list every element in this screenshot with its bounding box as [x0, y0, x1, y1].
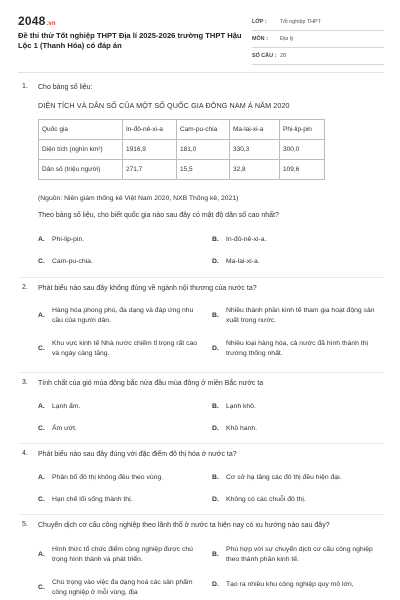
logo-main: 2048: [18, 14, 46, 28]
table-cell: Dân số (triệu người): [39, 160, 123, 180]
table-cell: 32,8: [230, 160, 280, 180]
meta-class-row: [252, 14, 384, 31]
meta-count-label: SỐ CÂU :: [252, 53, 277, 59]
option-text: Cam-pu-chia.: [52, 258, 93, 265]
header-divider: [18, 72, 384, 73]
option-b[interactable]: [212, 306, 384, 325]
question-text: Tính chất của gió mùa đông bắc nửa đầu mùa đông ở miền Bắc nước ta: [38, 380, 264, 387]
table-row: [39, 160, 325, 180]
meta-class-label: LỚP :: [252, 19, 267, 25]
table-cell: 1916,9: [123, 140, 177, 160]
question-text: Phát biểu nào sau đây đúng với đặc điểm đô thị hóa ở nước ta?: [38, 451, 237, 458]
option-label: A.: [38, 311, 45, 319]
question-divider: [18, 443, 384, 444]
table-header-cell: In-đô-nê-xi-a: [123, 120, 177, 140]
option-text: Phi-lip-pin.: [52, 236, 85, 243]
question-number: 5.: [22, 521, 28, 528]
table-cell: 300,0: [280, 140, 325, 160]
option-c[interactable]: [38, 578, 208, 597]
site-logo[interactable]: [18, 14, 56, 28]
option-text: Khô hanh.: [226, 425, 257, 432]
option-label: A.: [38, 403, 45, 410]
option-label: C.: [38, 344, 45, 352]
question-text: Theo bảng số liệu, cho biết quốc gia nào sau đây có mật độ dân số cao nhất?: [38, 212, 279, 219]
meta-count-row: [252, 48, 384, 65]
data-table: [38, 119, 325, 180]
option-label: D.: [212, 258, 219, 265]
option-text: Hạn chế lối sống thành thị.: [52, 496, 133, 503]
meta-count-value: 28: [280, 53, 286, 59]
table-cell: 15,5: [177, 160, 230, 180]
option-label: C.: [38, 425, 45, 432]
option-b[interactable]: [212, 545, 384, 564]
table-cell: 181,0: [177, 140, 230, 160]
option-text: Không có các chuỗi đô thị.: [226, 496, 306, 503]
option-label: A.: [38, 550, 45, 558]
meta-class-value: Tốt nghiệp THPT: [280, 19, 321, 25]
option-text: Hình thức tổ chức điểm công nghiệp được chú trọng hình thành và phát triển.: [52, 546, 193, 563]
option-label: D.: [212, 496, 219, 503]
option-text: Nhiều thành phần kinh tế tham gia hoạt động sản xuất trong nước.: [226, 307, 375, 324]
option-text: Cơ sở hạ tầng các đô thị đều hiện đại.: [226, 474, 342, 481]
question-divider: [18, 372, 384, 373]
option-label: B.: [212, 474, 219, 481]
option-text: Lạnh ẩm.: [52, 403, 81, 410]
question-text: Chuyển dịch cơ cấu công nghiệp theo lãnh thổ ở nước ta hiện nay có xu hướng nào sau đây?: [38, 522, 330, 529]
option-label: C.: [38, 258, 45, 265]
option-text: Chú trọng vào việc đa dạng hoá các sản phẩm công nghiệp ở mỗi vùng, địa: [52, 579, 193, 596]
exam-meta: [252, 14, 384, 65]
question-text: Phát biểu nào sau đây không đúng về ngành nội thương của nước ta?: [38, 285, 257, 292]
option-label: D.: [212, 344, 219, 352]
option-label: A.: [38, 474, 45, 481]
table-header-cell: Phi-lip-pin: [280, 120, 325, 140]
option-d[interactable]: [212, 495, 384, 505]
option-text: Khu vực kinh tế Nhà nước chiếm tỉ trọng rất cao và ngày càng tăng.: [52, 340, 198, 357]
option-label: C.: [38, 496, 45, 503]
question-number: 3.: [22, 379, 28, 386]
option-c[interactable]: [38, 495, 203, 505]
option-text: Phù hợp với sự chuyển dịch cơ cấu công nghiệp theo thành phần kinh tế.: [226, 546, 373, 563]
page-header: [0, 0, 400, 70]
option-label: B.: [212, 311, 219, 319]
option-d[interactable]: [212, 257, 382, 267]
page-title: Đề thi thử Tốt nghiệp THPT Địa lí 2025-2026 trường THPT Hậu Lộc 1 (Thanh Hóa) có đáp án: [18, 31, 242, 50]
option-d[interactable]: [212, 580, 384, 590]
option-b[interactable]: [212, 473, 384, 483]
option-c[interactable]: [38, 257, 198, 267]
option-a[interactable]: [38, 235, 198, 245]
meta-subject-row: [252, 31, 384, 48]
option-text: Phân bố đô thị không đều theo vùng.: [52, 474, 164, 481]
question-number: 4.: [22, 450, 28, 457]
table-header-cell: Cam-pu-chia: [177, 120, 230, 140]
table-cell: Diện tích (nghìn km²): [39, 140, 123, 160]
table-header-cell: Ma-lai-xi-a: [230, 120, 280, 140]
question-intro: Cho bảng số liệu:: [38, 84, 93, 91]
option-b[interactable]: [212, 402, 382, 412]
option-text: Nhiều loại hàng hóa, cả nước đã hình thành thị trường thống nhất.: [226, 340, 369, 357]
option-text: Tạo ra nhiều khu công nghiệp quy mô lớn,: [226, 581, 354, 588]
option-label: A.: [38, 236, 45, 243]
option-a[interactable]: [38, 545, 208, 564]
question-number: 1.: [22, 83, 28, 90]
option-label: B.: [212, 236, 219, 243]
option-label: B.: [212, 403, 219, 410]
option-a[interactable]: [38, 473, 203, 483]
option-label: C.: [38, 583, 45, 591]
question-divider: [18, 514, 384, 515]
table-header-row: [39, 120, 325, 140]
option-label: D.: [212, 425, 219, 432]
table-cell: 271,7: [123, 160, 177, 180]
table-header-cell: Quốc gia: [39, 120, 123, 140]
option-d[interactable]: [212, 339, 384, 358]
question-number: 2.: [22, 284, 28, 291]
option-text: Hàng hóa phong phú, đa dạng và đáp ứng nhu cầu của người dân.: [52, 307, 194, 324]
option-c[interactable]: [38, 339, 200, 358]
meta-subject-label: MÔN :: [252, 36, 268, 42]
logo-suffix: .vn: [46, 21, 56, 27]
table-cell: 109,6: [280, 160, 325, 180]
option-b[interactable]: [212, 235, 382, 245]
table-title: DIỆN TÍCH VÀ DÂN SỐ CỦA MỘT SỐ QUỐC GIA ĐÔNG NAM Á NĂM 2020: [38, 101, 290, 110]
option-a[interactable]: [38, 306, 200, 325]
table-row: [39, 140, 325, 160]
option-text: In-đô-nê-xi-a.: [226, 236, 267, 243]
option-label: D.: [212, 581, 219, 588]
option-d[interactable]: [212, 424, 382, 434]
option-text: Ấm ướt.: [52, 425, 77, 432]
meta-subject-value: Địa lý: [280, 36, 294, 42]
table-cell: 330,3: [230, 140, 280, 160]
option-a[interactable]: [38, 402, 198, 412]
question-divider: [18, 277, 384, 278]
option-text: Lạnh khô.: [226, 403, 256, 410]
table-source: (Nguồn: Niên giám thống kê Việt Nam 2020, NXB Thống kê, 2021): [38, 195, 239, 202]
option-text: Ma-lai-xi-a.: [226, 258, 260, 265]
option-label: B.: [212, 550, 219, 558]
option-c[interactable]: [38, 424, 198, 434]
